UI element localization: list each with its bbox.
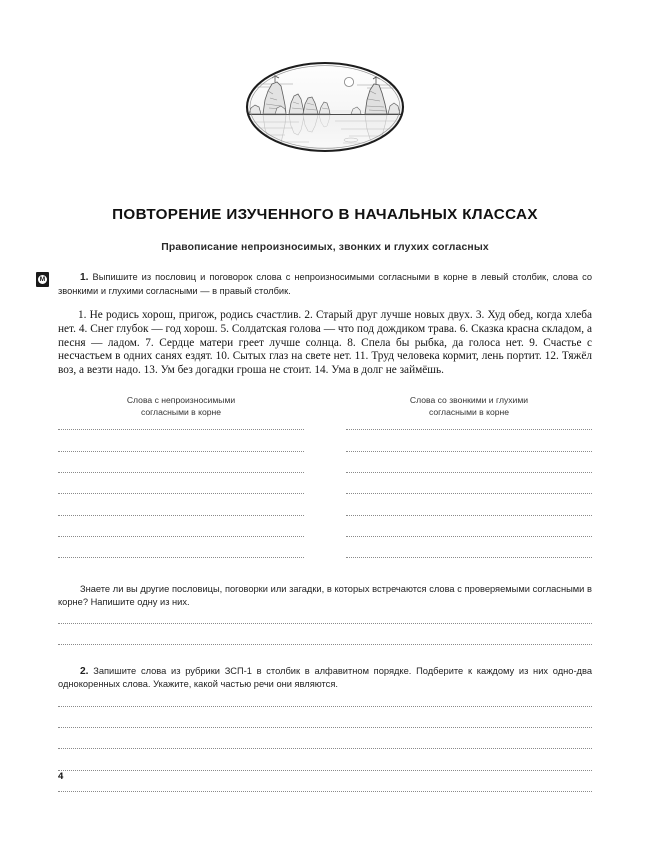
exercise-2-answer-lines: [58, 706, 592, 792]
exercise-2-instruction-text: Запишите слова из рубрики ЗСП-1 в столбик в алфавитном порядке. Подберите к каждому из них одно-два однокоренных слова. Укажите, какой частью речи они являются.: [58, 666, 592, 690]
answer-column-right-lines: [346, 429, 592, 558]
answer-line[interactable]: [58, 557, 304, 558]
answer-column-right-header-line2: согласными в корне: [428, 406, 510, 417]
answer-line[interactable]: [346, 493, 592, 494]
answer-line[interactable]: [58, 791, 592, 792]
exercise-1-proverbs-text: 1. Не родись хорош, пригож, родись счастлив. 2. Старый друг лучше новых двух. 3. Худ обед, когда хлеба нет. 4. Снег глубок — год хорош. 5. Солдатская голова — что под дождиком трава. 6. Сказка красна складом, а песня — ладом. 7. Сердце матери греет лучше солнца. 8. Спела бы рыбка, да голоса нет. 9. Счастье с несчастьем в одних санях ездят. 10. Сытых глаз на свете нет. 11. Труд человека кормит, лень портит. 12. Тяжёл воз, а везти надо. 13. Ум без догадки гроша не стоит. 14. Ума в долг не займёшь.: [58, 308, 592, 377]
answer-column-left-header-line1: Слова с непроизносимыми: [126, 395, 236, 406]
illustration-container: [0, 58, 650, 156]
oval-landscape-vignette-icon: [239, 58, 411, 156]
exercise-2-number: 2.: [80, 666, 89, 678]
answer-column-left-header-line2: согласными в корне: [140, 406, 222, 417]
exercise-1-number: 1.: [80, 272, 89, 284]
answer-line[interactable]: [58, 623, 592, 624]
content-area: [39, 262, 592, 812]
answer-line[interactable]: [58, 770, 592, 771]
page-title: ПОВТОРЕНИЕ ИЗУЧЕННОГО В НАЧАЛЬНЫХ КЛАССАХ: [112, 206, 538, 224]
exercise-2: [58, 665, 592, 691]
page-subtitle: Правописание непроизносимых, звонких и глухих согласных: [161, 241, 489, 253]
answer-line[interactable]: [58, 536, 304, 537]
answer-line[interactable]: [346, 429, 592, 430]
answer-line[interactable]: [58, 493, 304, 494]
answer-line[interactable]: [346, 557, 592, 558]
exercise-1-followup-question: Знаете ли вы другие пословицы, поговорки или загадки, в которых встречаются слова с проверяемыми согласными в корне? Напишите одну из них.: [58, 584, 592, 608]
exercise-2-instruction-paragraph: [58, 665, 592, 691]
answer-line[interactable]: [58, 429, 304, 430]
answer-line[interactable]: [346, 451, 592, 452]
answer-line[interactable]: [58, 727, 592, 728]
answer-column-left: [58, 395, 304, 558]
exercise-1-instruction-paragraph: [58, 271, 592, 297]
answer-column-right-header-line1: Слова со звонкими и глухими: [409, 395, 529, 406]
answer-line[interactable]: [58, 706, 592, 707]
marker-badge-icon: [36, 272, 49, 287]
answer-line[interactable]: [58, 644, 592, 645]
answer-line[interactable]: [58, 748, 592, 749]
answer-columns: [58, 395, 592, 558]
answer-line[interactable]: [58, 515, 304, 516]
exercise-1: [39, 271, 592, 297]
exercise-1-instruction-text: Выпишите из пословиц и поговорок слова с непроизносимыми согласными в корне в левый столбик, слова со звонкими и глухими согласными — в правый столбик.: [58, 272, 592, 296]
page-number: 4: [58, 771, 64, 782]
answer-column-left-header: [58, 395, 304, 418]
answer-line[interactable]: [58, 451, 304, 452]
answer-column-right: [346, 395, 592, 558]
answer-line[interactable]: [346, 536, 592, 537]
exercise-1-followup-lines: [58, 623, 592, 645]
marker-badge-letter: М: [39, 276, 46, 284]
answer-column-left-lines: [58, 429, 304, 558]
answer-column-right-header: [346, 395, 592, 418]
answer-line[interactable]: [346, 472, 592, 473]
answer-line[interactable]: [58, 472, 304, 473]
answer-line[interactable]: [346, 515, 592, 516]
